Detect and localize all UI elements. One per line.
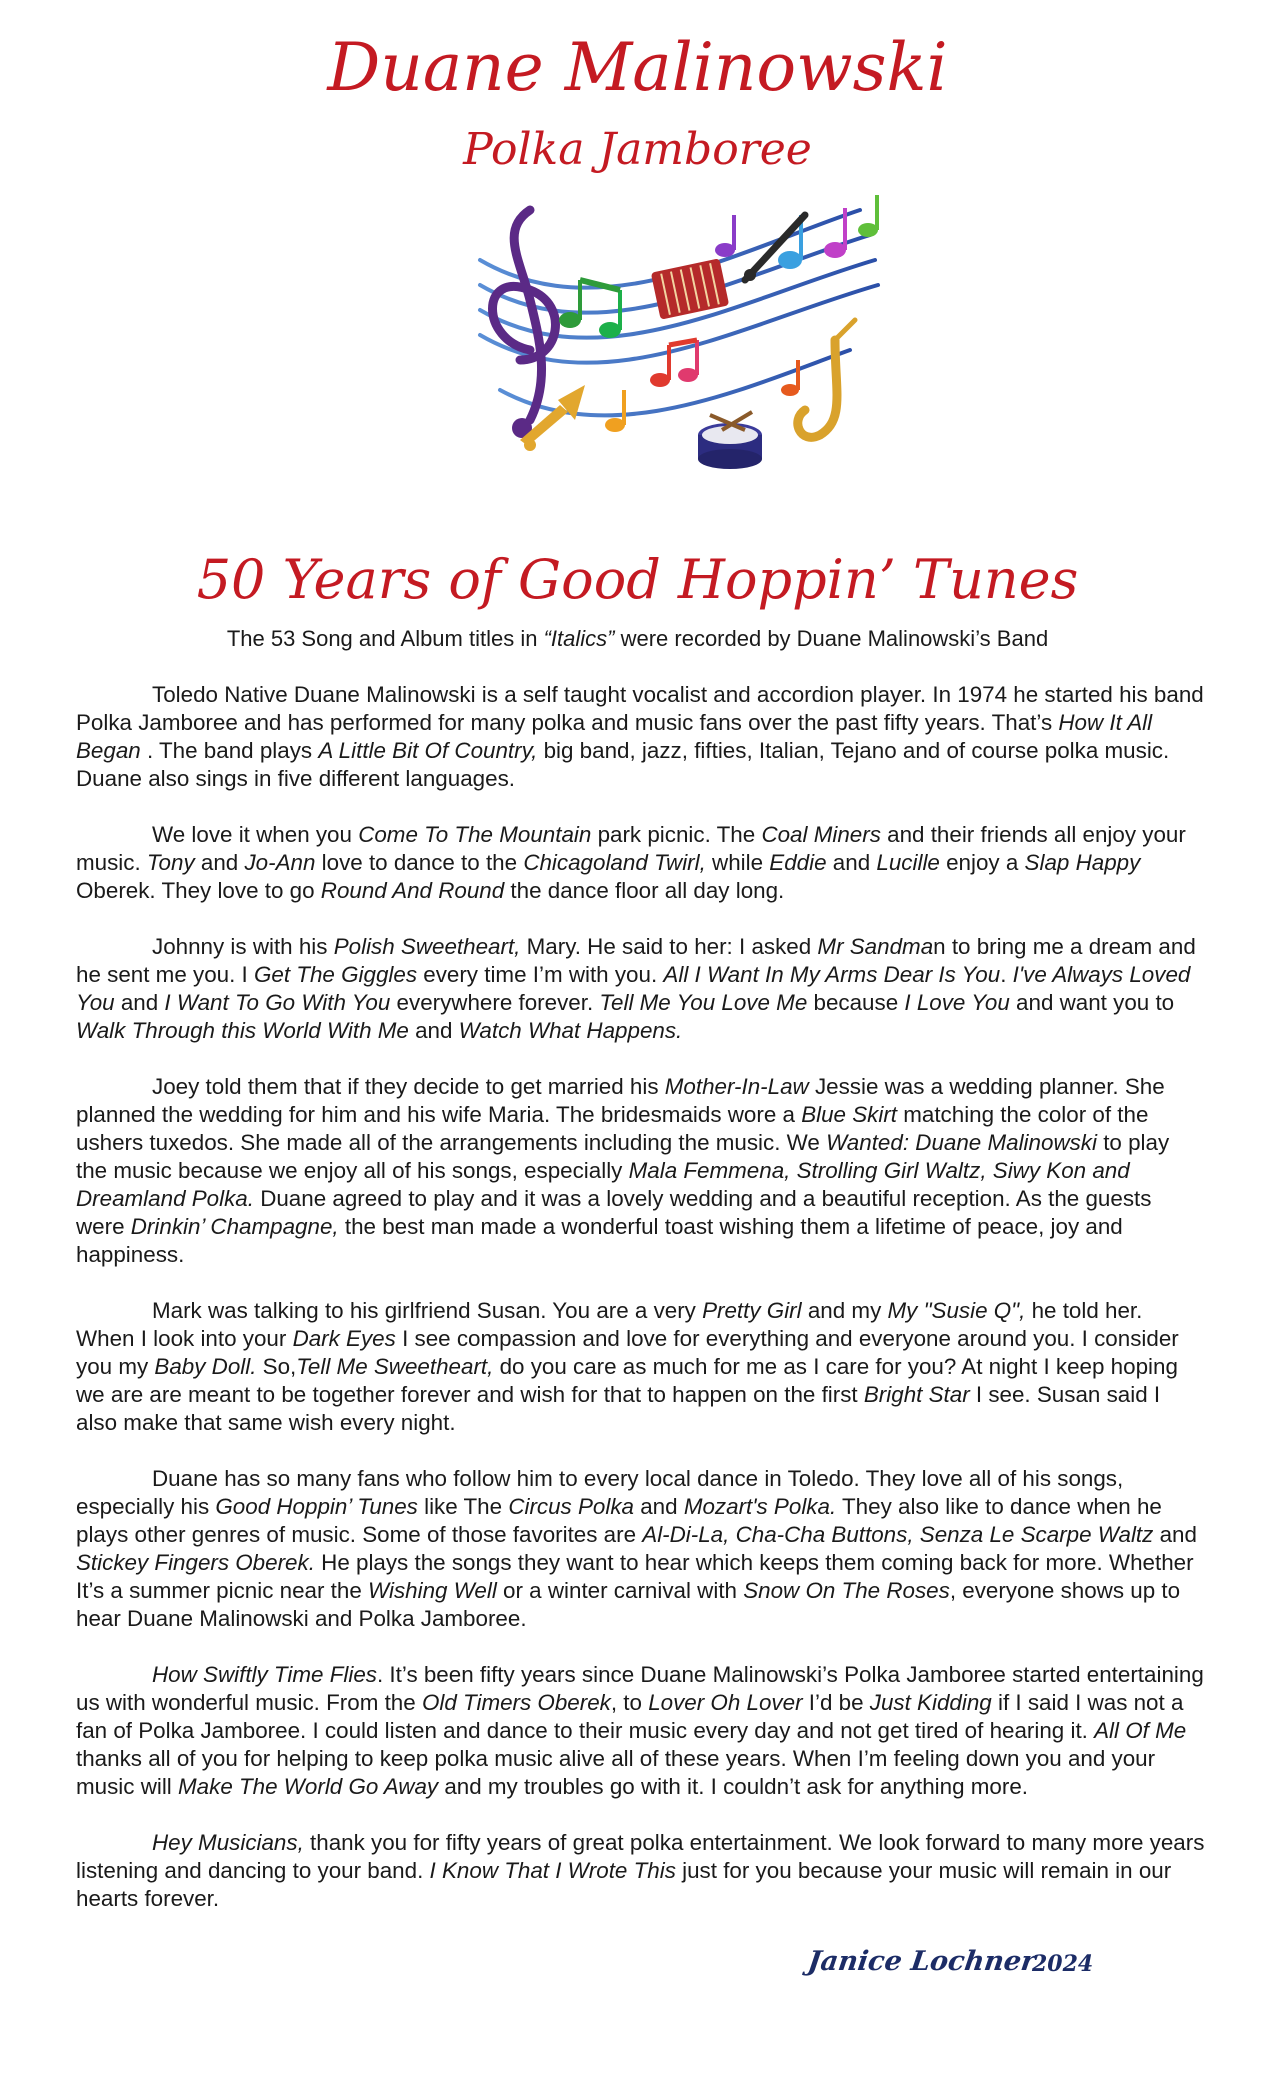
song-title: How Swiftly Time Flies [152,1662,377,1687]
note-text-before: The 53 Song and Album titles in [226,626,544,651]
paragraph [76,933,1206,1045]
song-title: Dark Eyes [292,1326,396,1351]
text-run: We love it when you [152,822,359,847]
text-run: and [826,850,877,875]
song-title: Wishing Well [368,1578,497,1603]
text-run: . It’s been fifty years since Duane Malinowski’s Polka Jamboree started entertaining us with wonderful music. From the [76,1662,1204,1715]
text-run: and [408,1018,459,1043]
text-run: everywhere forever. [390,990,600,1015]
paragraph [76,1465,1206,1633]
song-title: Jo-Ann [244,850,316,875]
text-run: Johnny is with his [152,934,334,959]
song-title: Mother-In-Law [664,1074,809,1099]
text-run: They also like to dance when he plays other genres of music. Some of those favorites are [76,1494,1162,1547]
song-title: Slap Happy [1024,850,1141,875]
song-title: Pretty Girl [702,1298,802,1323]
text-run: Mark was talking to his girlfriend Susan. You are a very [152,1298,703,1323]
text-run: and their friends all enjoy your music. [76,822,1186,875]
paragraph [76,821,1206,905]
song-title: Wanted: Duane Malinowski [826,1130,1097,1155]
text-run: Duane has so many fans who follow him to every local dance in Toledo. They love all of his songs, especially his [76,1466,1124,1519]
text-run: while [705,850,770,875]
song-title: Just Kidding [869,1690,992,1715]
paragraph [76,1297,1206,1437]
text-run: and [194,850,245,875]
text-run: I see compassion and love for everything and everyone around you. I consider you my [76,1326,1179,1379]
song-title: I Love You [904,990,1010,1015]
text-run: and my troubles go with it. I couldn’t ask for anything more. [438,1774,1029,1799]
paragraph [76,1073,1206,1269]
song-title: Polish Sweetheart, [333,934,521,959]
song-title: Tell Me Sweetheart, [296,1354,494,1379]
music-notes-illustration [460,190,900,490]
text-run: or a winter carnival with [496,1578,744,1603]
text-run: and [1153,1522,1197,1547]
song-title: Mr Sandma [817,934,934,959]
text-run: Joey told them that if they decide to get married his [152,1074,665,1099]
song-title: Circus Polka [508,1494,634,1519]
text-run: love to dance to the [315,850,524,875]
treble-clef-icon [493,210,556,438]
song-title: Walk Through this World With Me [76,1018,409,1043]
text-run: just for you because your music will remain in our hearts forever. [76,1858,1172,1911]
song-title: All Of Me [1094,1718,1187,1743]
snare-drum-icon [698,412,762,469]
text-run: and my [801,1298,888,1323]
text-run: , to [610,1690,649,1715]
paragraph [76,681,1206,793]
text-run: he told her. When I look into your [76,1298,1143,1351]
signature: Janice Lochner [805,1946,1038,1977]
text-run: . The band plays [140,738,319,763]
song-title: Eddie [769,850,827,875]
text-run: . [1000,962,1013,987]
paragraph [76,1829,1206,1913]
song-title: Get The Giggles [253,962,418,987]
note-text-italics: “Italics” [543,626,615,651]
text-run: Jessie was a wedding planner. She planned the wedding for him and his wife Maria. The bridesmaids wore a [76,1074,1165,1127]
text-run: Mary. He said to her: I asked [520,934,818,959]
text-run: n to bring me a dream and he sent me you. I [76,934,1196,987]
text-run: and [114,990,165,1015]
song-title: Stickey Fingers Oberek. [76,1550,315,1575]
song-title: My "Susie Q", [887,1298,1026,1323]
song-title: Snow On The Roses [743,1578,950,1603]
text-run: , everyone shows up to hear Duane Malinowski and Polka Jamboree. [76,1578,1181,1631]
song-title: Mozart's Polka. [683,1494,837,1519]
page-subtitle: Polka Jamboree [463,124,812,175]
text-run: thank you for fifty years of great polka entertainment. We look forward to many more years listening and dancing to your band. [76,1830,1205,1883]
song-title: Old Timers Oberek [421,1690,611,1715]
text-run: I’d be [802,1690,870,1715]
song-title: How It All Began [76,710,1153,763]
text-run: matching the color of the ushers tuxedos. She made all of the arrangements including the music. We [76,1102,1149,1155]
song-title: Baby Doll. [154,1354,257,1379]
song-title: All I Want In My Arms Dear Is You [663,962,1001,987]
text-run: to play the music because we enjoy all of his songs, especially [76,1130,1170,1183]
song-title: A Little Bit Of Country, [318,738,538,763]
text-run: because [807,990,905,1015]
song-title: I Want To Go With You [164,990,391,1015]
song-title: Lover Oh Lover [648,1690,803,1715]
saxophone-icon [798,320,855,437]
text-run: I see. Susan said I also make that same wish every night. [76,1382,1161,1435]
text-run: Oberek. They love to go [76,878,321,903]
text-run: and want you to [1009,990,1175,1015]
article-body [76,681,1206,1913]
accordion-icon [651,258,729,320]
italics-note [0,625,1275,653]
song-title: Drinkin’ Champagne, [130,1214,339,1239]
text-run: do you care as much for me as I care for you? At night I keep hoping we are are meant to be together forever and wish for that to happen on the first [76,1354,1178,1407]
text-run: if I said I was not a fan of Polka Jamboree. I could listen and dance to their music every day and not get tired of hearing it. [76,1690,1184,1743]
song-title: I've Always Loved You [76,962,1191,1015]
song-title: Watch What Happens. [458,1018,683,1043]
text-run: every time I’m with you. [417,962,664,987]
headline: 50 Years of Good Hoppin’ Tunes [196,548,1079,611]
paragraph [76,1661,1206,1801]
text-run: like The [417,1494,509,1519]
song-title: I Know That I Wrote This [429,1858,676,1883]
text-run: and [634,1494,684,1519]
song-title: Lucille [876,850,940,875]
song-title: Blue Skirt [801,1102,898,1127]
text-run: thanks all of you for helping to keep polka music alive all of these years. When I’m feeling down you and your music will [76,1746,1156,1799]
text-run: So, [256,1354,297,1379]
song-title: Al-Di-La, Cha-Cha Buttons, Senza Le Scarpe Waltz [642,1522,1154,1547]
song-title: Hey Musicians, [152,1830,304,1855]
signature-year: 2024 [1032,1951,1094,1977]
text-run: the dance floor all day long. [504,878,785,903]
page-title: Duane Malinowski [327,29,948,106]
text-run: park picnic. The [591,822,762,847]
note-text-after: were recorded by Duane Malinowski’s Band [614,626,1049,651]
song-title: Chicagoland Twirl, [523,850,706,875]
text-run: enjoy a [939,850,1025,875]
song-title: Mala Femmena, Strolling Girl Waltz, Siwy Kon and Dreamland Polka. [76,1158,1130,1211]
song-title: Bright Star [863,1382,970,1407]
text-run: big band, jazz, fifties, Italian, Tejano and of course polka music. Duane also sings in five different languages. [76,738,1170,791]
text-run: Toledo Native Duane Malinowski is a self taught vocalist and accordion player. In 1974 he started his band Polka Jamboree and has performed for many polka and music fans over the past fifty years. That’s [76,682,1204,735]
text-run: the best man made a wonderful toast wishing them a lifetime of peace, joy and happiness. [76,1214,1123,1267]
song-title: Make The World Go Away [178,1774,439,1799]
song-title: Good Hoppin’ Tunes [215,1494,418,1519]
text-run: He plays the songs they want to hear which keeps them coming back for more. Whether It’s a summer picnic near the [76,1550,1194,1603]
song-title: Tell Me You Love Me [599,990,808,1015]
song-title: Come To The Mountain [358,822,592,847]
song-title: Coal Miners [761,822,881,847]
song-title: Tony [146,850,195,875]
song-title: Round And Round [320,878,505,903]
text-run: Duane agreed to play and it was a lovely wedding and a beautiful reception. As the guests were [76,1186,1152,1239]
